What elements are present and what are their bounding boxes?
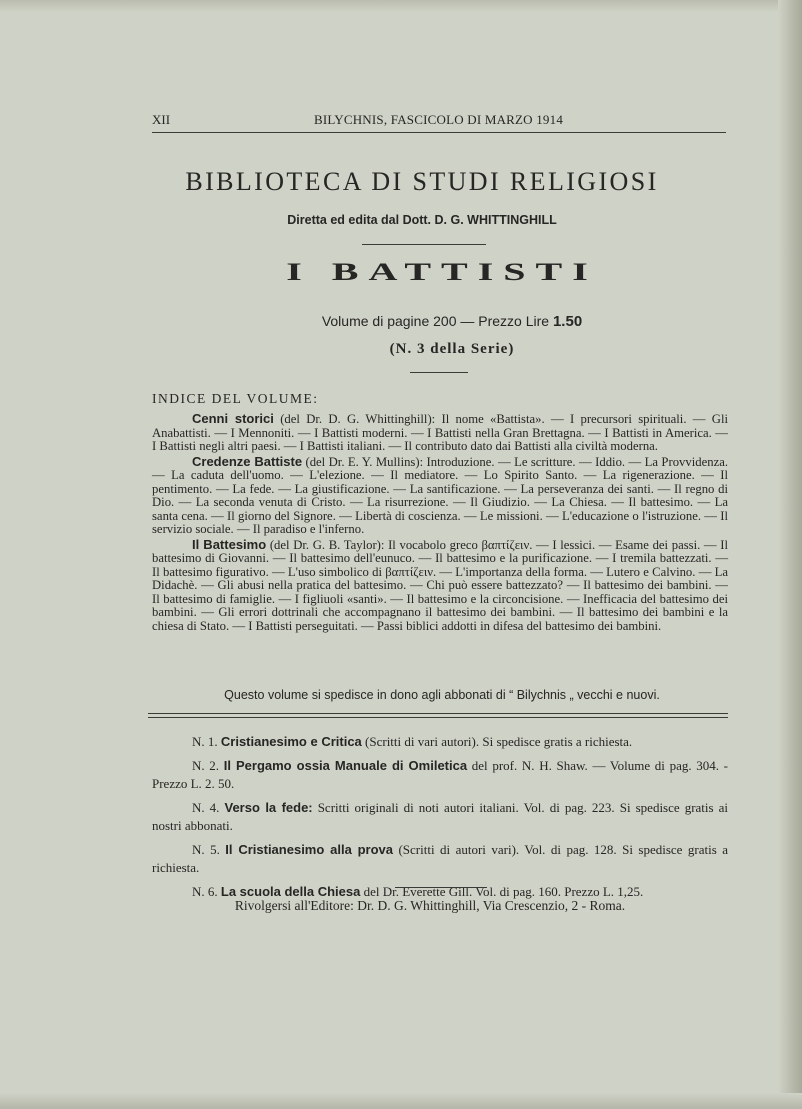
catalog-number: N. 4. [192, 800, 220, 815]
catalog-text: (Scritti di vari autori). Si spedisce gratis a richiesta. [365, 734, 633, 749]
catalog-number: N. 1. [192, 734, 218, 749]
catalog-entry [152, 841, 728, 877]
catalog-text: del prof. N. H. Shaw. — Volume di pag. 304. - Prezzo L. 2. 50. [152, 758, 729, 791]
index-section-text: (del Dr. E. Y. Mullins): Introduzione. — Le scritture. — Iddio. — La Provvidenza. — La caduta dell'uomo. — L'elezione. — Il mediatore. — Lo Spirito Santo. — La rigenerazione. — Il pentimento. — La fede. — La giustificazione. — La santificazione. — La perseveranza dei santi. — Il regno di Dio. — La seconda venuta di Cristo. — La risurrezione. — Il Giudizio. — La Chiesa. — Il battesimo. — La santa cena. — Il giorno del Signore. — Libertà di coscienza. — Le missioni. — L'educazione o l'istruzione. — Il servizio sociale. — Il paradiso e l'inferno. [152, 454, 728, 536]
volume-price: 1.50 [552, 313, 583, 330]
index-section-text: (del Dr. G. B. Taylor): Il vocabolo greco βαπτίζειν. — I lessici. — Esame dei passi. — Il battesimo di Giovanni. — Il battesimo dell'eunuco. — Il battesimo e la purificazione. — I tremila battezzati. — Il battesimo figurativo. — L'uso simbolico di βαπτίζειν. — L'importanza della forma. — Lutero e Calvino. — La Didachè. — Gli abusi nella pratica del battesimo. — Chi può essere battezzato? — Il battesimo dei bambini. — Il battesimo di famiglie. — I figliuoli «santi». — Il battesimo e la circoncisione. — Inefficacia del battesimo dei bambini. — Gli errori dottrinali che accompagnano il battesimo dei bambini. — Il battesimo dei bambini e la chiesa di Stato. — I Battisti perseguitati. — Passi biblici addotti in difesa del battesimo dei bambini. [152, 537, 729, 633]
index-body [152, 412, 728, 634]
catalog-entry [152, 733, 728, 751]
catalog-title: Il Pergamo ossia Manuale di Omiletica [223, 758, 468, 773]
catalog-title: Verso la fede: [224, 800, 313, 815]
page-number: XII [152, 112, 171, 127]
contact-line: Rivolgersi all'Editore: Dr. D. G. Whittinghill, Via Crescenzio, 2 - Roma. [234, 898, 626, 913]
series-divider [410, 372, 468, 373]
running-header [152, 112, 726, 133]
index-section [152, 538, 728, 634]
catalog-title: Cristianesimo e Critica [220, 734, 362, 749]
volume-info [150, 313, 754, 330]
title-divider [362, 244, 486, 245]
catalog-title: La scuola della Chiesa [220, 884, 361, 899]
library-title: BIBLIOTECA DI STUDI RELIGIOSI [185, 167, 659, 196]
catalog-text: Scritti originali di noti autori italiani. Vol. di pag. 223. Si spedisce gratis ai nostri abbonati. [152, 800, 729, 833]
index-section-title: Credenze Battiste [192, 453, 303, 469]
index-section [152, 412, 728, 454]
section-double-rule [148, 713, 728, 718]
page-edge-bottom [0, 1093, 802, 1109]
catalog-entry [152, 757, 728, 793]
index-section-title: Cenni storici [192, 411, 274, 426]
catalog-text: (Scritti di autori vari). Vol. di pag. 128. Si spedisce gratis a richiesta. [152, 842, 728, 875]
free-copy-note: Questo volume si spedisce in dono agli abbonati di “ Bilychnis „ vecchi e nuovi. [224, 688, 660, 702]
book-title: I BATTISTI [286, 257, 598, 286]
catalog-text: del Dr. Everette Gill. Vol. di pag. 160. Prezzo L. 1,25. [363, 884, 644, 899]
catalog-number: N. 6. [192, 884, 218, 899]
series-number: (N. 3 della Serie) [389, 341, 515, 357]
catalog-number: N. 5. [192, 842, 220, 857]
index-heading: INDICE DEL VOLUME: [152, 391, 319, 406]
index-section-title: Il Battesimo [192, 536, 267, 552]
index-section [152, 455, 728, 537]
running-title: BILYCHNIS, FASCICOLO DI MARZO 1914 [314, 112, 564, 127]
contact-divider [395, 887, 487, 888]
catalog-number: N. 2. [192, 758, 220, 773]
page-edge-right [778, 0, 802, 1109]
index-section-text: (del Dr. D. G. Whittinghill): Il nome «Battista». — I precursori spirituali. — Gli Anabattisti. — I Mennoniti. — I Battisti moderni. — I Battisti nella Gran Brettagna. — I Battisti in America. — I Battisti negli altri paesi. — I Battisti italiani. — Il contributo dato dai Battisti alla civiltà moderna. [152, 412, 728, 453]
volume-info-text: Volume di pagine 200 — Prezzo Lire [321, 313, 550, 329]
director-line: Diretta ed edita dal Dott. D. G. WHITTINGHILL [287, 213, 557, 227]
series-catalog [152, 733, 728, 907]
page-edge-top [0, 0, 802, 12]
catalog-title: Il Cristianesimo alla prova [225, 842, 394, 857]
catalog-entry [152, 799, 728, 835]
